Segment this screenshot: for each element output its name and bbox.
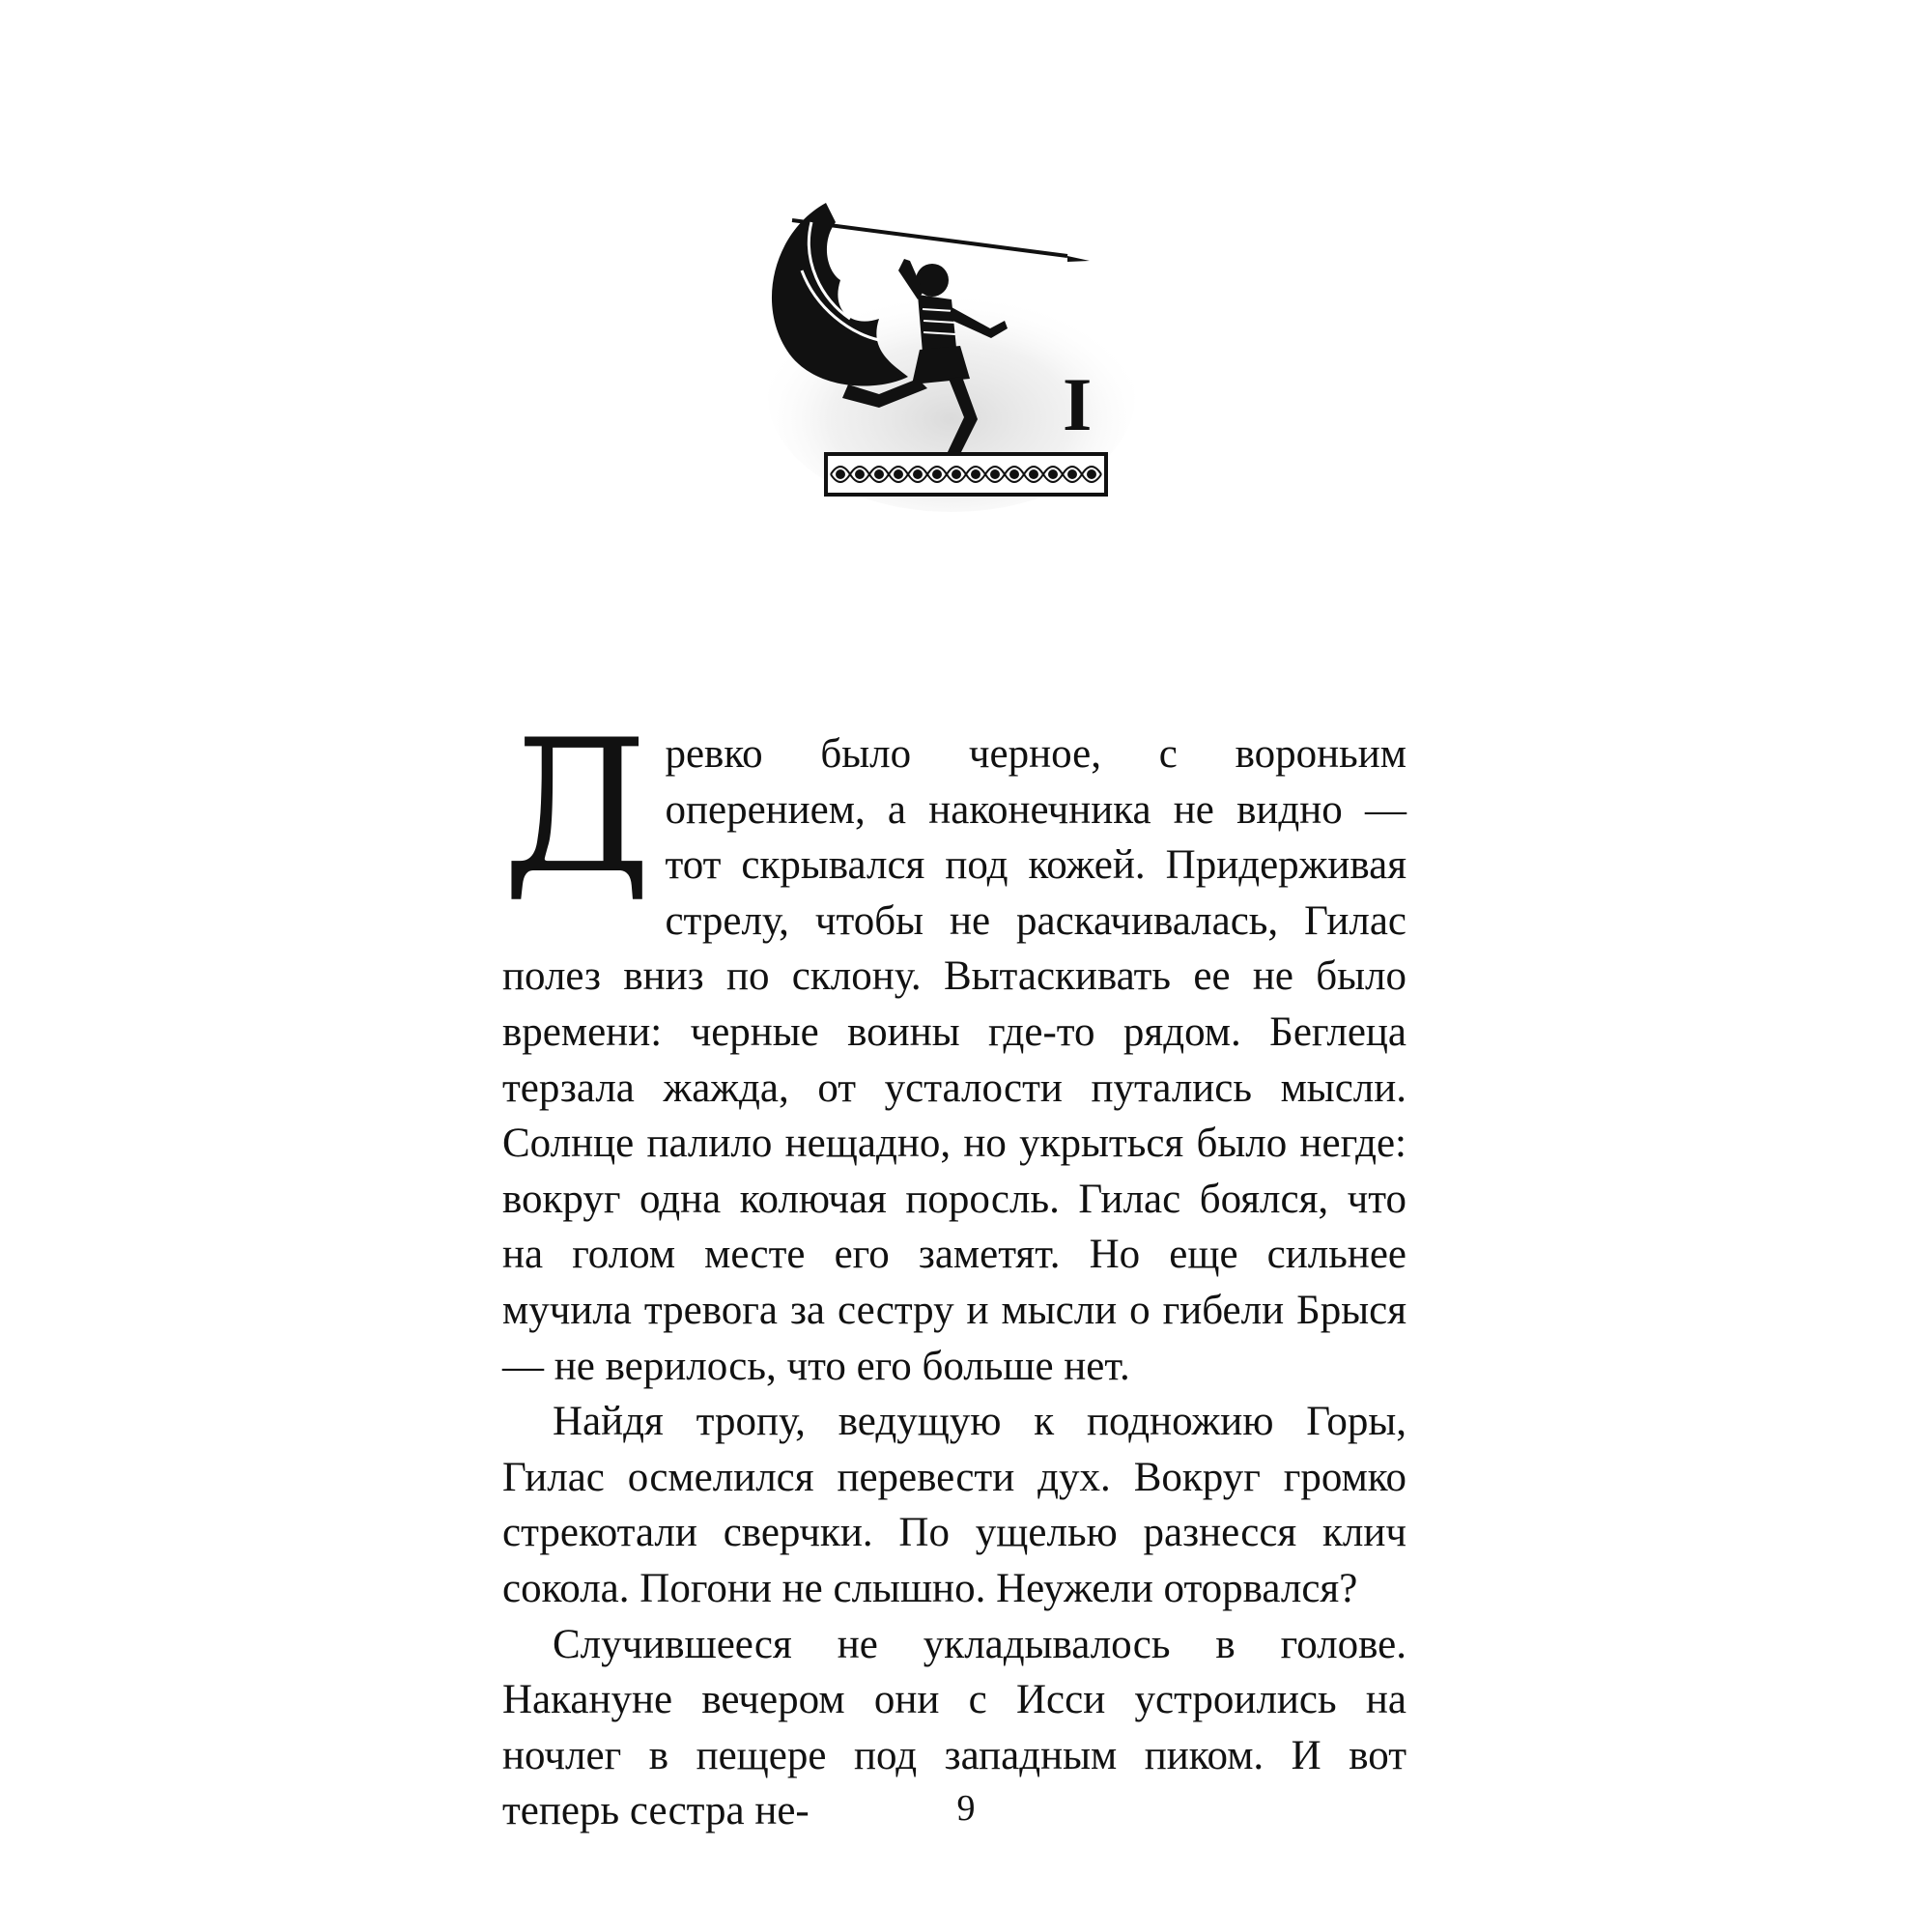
running-spear-warrior-icon [734,164,1159,551]
chapter-illustration [734,164,1159,551]
drop-cap: Д [502,700,652,914]
chapter-body [502,700,1406,1839]
chapter-number: I [1063,362,1093,446]
paragraph-2: Найдя тропу, ведущую к подножию Горы, Гилас осмелился перевести дух. Вокруг громко стрекотали сверчки. По ущелью разнесся клич сокола. Погони не слышно. Неужели оторвался? [502,1399,1406,1611]
paragraph-1 [502,700,1406,1394]
paragraph-3: Случившееся не укладывалось в голове. Накануне вечером они с Исси устроились на ночлег в пещере под западным пиком. И вот теперь сестра не- [502,1621,1406,1834]
page-number: 9 [956,1788,976,1829]
paragraph-1-text: ревко было черное, с вороньим оперением, а наконечника не видно — тот скрывался под кожей. Придерживая стрелу, чтобы не раскачивалась, Гилас полез вниз по склону. Вытаскивать ее не было времени: черные воины где-то рядом. Беглеца терзала жажда, от усталости путались мысли. Солнце палило нещадно, но укрыться было негде: вокруг одна колючая поросль. Гилас боялся, что на голом месте его заметят. Но еще сильнее мучила тревога за сестру и мысли о гибели Брыся — не верилось, что его больше нет. [502,731,1406,1389]
